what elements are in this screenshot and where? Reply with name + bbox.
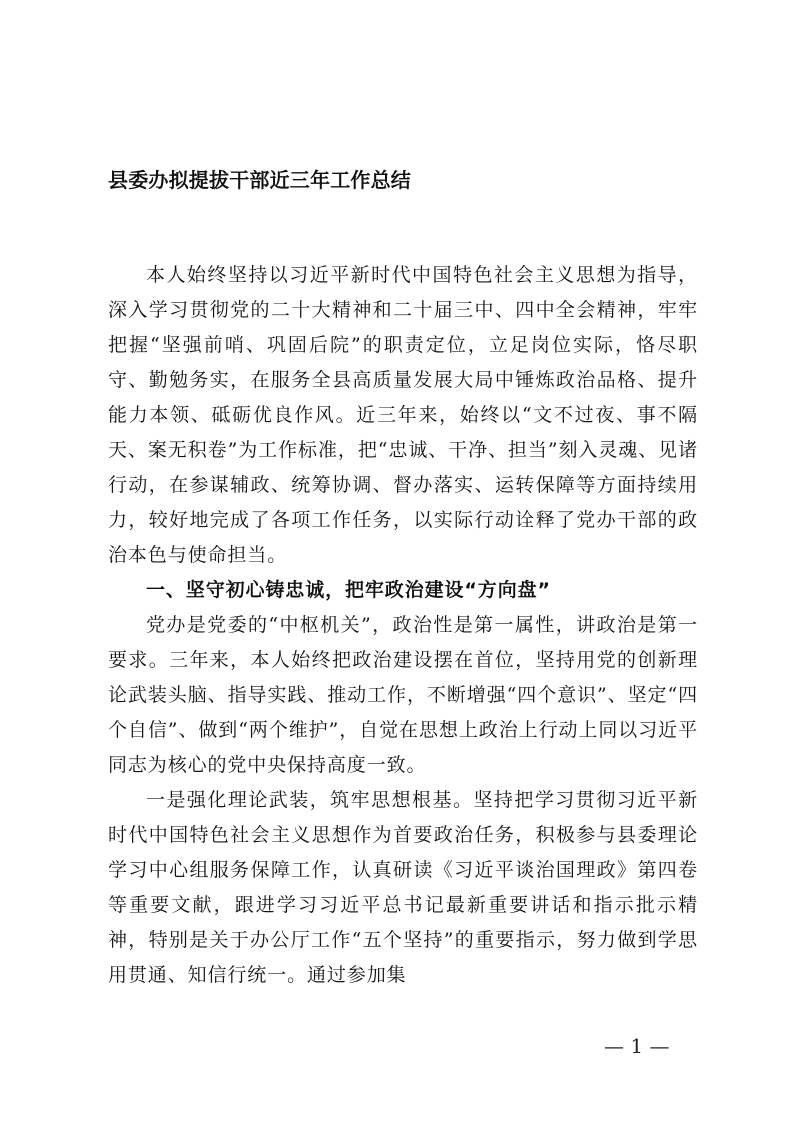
section-paragraph: 一是强化理论武装，筑牢思想根基。坚持把学习贯彻习近平新时代中国特色社会主义思想作为首要政治任务，积极参与县委理论学习中心组服务保障工作，认真研读《习近平谈治国理政》第四卷等重要文献，跟进学习习近平总书记最新重要讲话和指示批示精神，特别是关于办公厅工作“五个坚持”的重要指示，努力做到学思用贯通、知信行统一。通过参加集 xyxy=(108,789,698,986)
page-number: — 1 — xyxy=(604,1034,670,1058)
document-body xyxy=(108,258,698,993)
section-paragraph: 党办是党委的“中枢机关”，政治性是第一属性，讲政治是第一要求。三年来，本人始终把政治建设摆在首位，坚持用党的创新理论武装头脑、指导实践、推动工作，不断增强“四个意识”、坚定“四个自信”、做到“两个维护”，自觉在思想上政治上行动上同以习近平同志为核心的党中央保持高度一致。 xyxy=(108,614,698,776)
document-title: 县委办拟提拔干部近三年工作总结 xyxy=(108,168,411,192)
intro-paragraph: 本人始终坚持以习近平新时代中国特色社会主义思想为指导，深入学习贯彻党的二十大精神和二十届三中、四中全会精神，牢牢把握“坚强前哨、巩固后院”的职责定位，立足岗位实际，恪尽职守、勤勉务实，在服务全县高质量发展大局中锤炼政治品格、提升能力本领、砥砺优良作风。近三年来，始终以“文不过夜、事不隔天、案无积卷”为工作标准，把“忠诚、干净、担当”刻入灵魂、见诸行动，在参谋辅政、统筹协调、督办落实、运转保障等方面持续用力，较好地完成了各项工作任务，以实际行动诠释了党办干部的政治本色与使命担当。 xyxy=(108,264,698,566)
section-heading: 一、坚守初心铸忠诚，把牢政治建设“方向盘” xyxy=(146,579,551,601)
